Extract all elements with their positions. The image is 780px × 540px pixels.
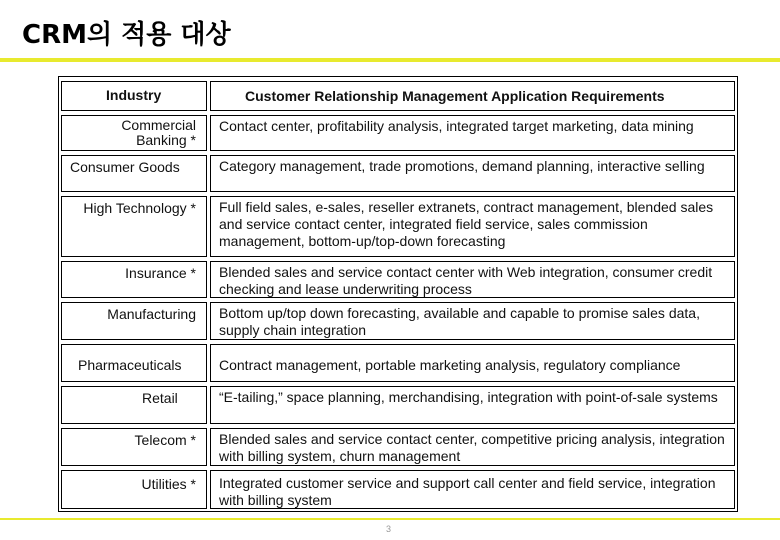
industry-label: Pharmaceuticals (78, 357, 182, 373)
table-row (59, 259, 737, 300)
industry-label: Consumer Goods (70, 159, 180, 175)
header-industry-cell (61, 81, 207, 111)
table-row (59, 468, 737, 511)
table-row (59, 153, 737, 194)
requirements-cell: Full field sales, e-sales, reseller extranets, contract management, blended sales and service contact center, integrated field service, sales commission management, bottom-up/top-down forecasting (210, 196, 735, 257)
industry-cell (61, 344, 207, 382)
table-header-row (59, 79, 737, 113)
requirements-cell: Integrated customer service and support call center and field service, integration with billing system (210, 470, 735, 509)
industry-cell (61, 302, 207, 340)
requirements-cell: Blended sales and service contact center with Web integration, consumer credit checking and lease underwriting process (210, 261, 735, 298)
industry-label: Manufacturing (107, 306, 196, 322)
page-title: CRM의 적용 대상 (22, 20, 231, 50)
table-row (59, 384, 737, 426)
table-row (59, 426, 737, 468)
footer-rule (0, 518, 780, 520)
requirements-cell: Category management, trade promotions, demand planning, interactive selling (210, 155, 735, 192)
industry-cell (61, 470, 207, 509)
requirements-cell: Contact center, profitability analysis, integrated target marketing, data mining (210, 115, 735, 151)
industry-cell (61, 115, 207, 151)
industry-label: Commercial (121, 117, 196, 133)
table-row (59, 342, 737, 384)
header-industry: Industry (106, 87, 162, 103)
table-row (59, 300, 737, 342)
industry-label: Insurance * (125, 265, 196, 281)
crm-requirements-table (58, 76, 738, 512)
page-number: 3 (386, 524, 392, 534)
industry-cell (61, 428, 207, 466)
industry-label: Utilities * (141, 476, 196, 492)
requirements-cell: Bottom up/top down forecasting, available and capable to promise sales data, supply chain integration (210, 302, 735, 340)
industry-label: High Technology * (83, 200, 196, 216)
requirements-cell: “E-tailing,” space planning, merchandising, integration with point-of-sale systems (210, 386, 735, 424)
industry-label: Telecom * (134, 432, 196, 448)
industry-cell (61, 155, 207, 192)
industry-cell (61, 261, 207, 298)
industry-cell (61, 386, 207, 424)
title-underline (0, 58, 780, 62)
table-row (59, 194, 737, 259)
header-requirements: Customer Relationship Management Application Requirements (210, 81, 735, 111)
industry-label: Banking * (136, 132, 196, 148)
table-row (59, 113, 737, 153)
industry-label: Retail (142, 390, 178, 406)
industry-cell (61, 196, 207, 257)
requirements-cell: Contract management, portable marketing analysis, regulatory compliance (210, 344, 735, 382)
requirements-cell: Blended sales and service contact center, competitive pricing analysis, integration with billing system, churn management (210, 428, 735, 466)
